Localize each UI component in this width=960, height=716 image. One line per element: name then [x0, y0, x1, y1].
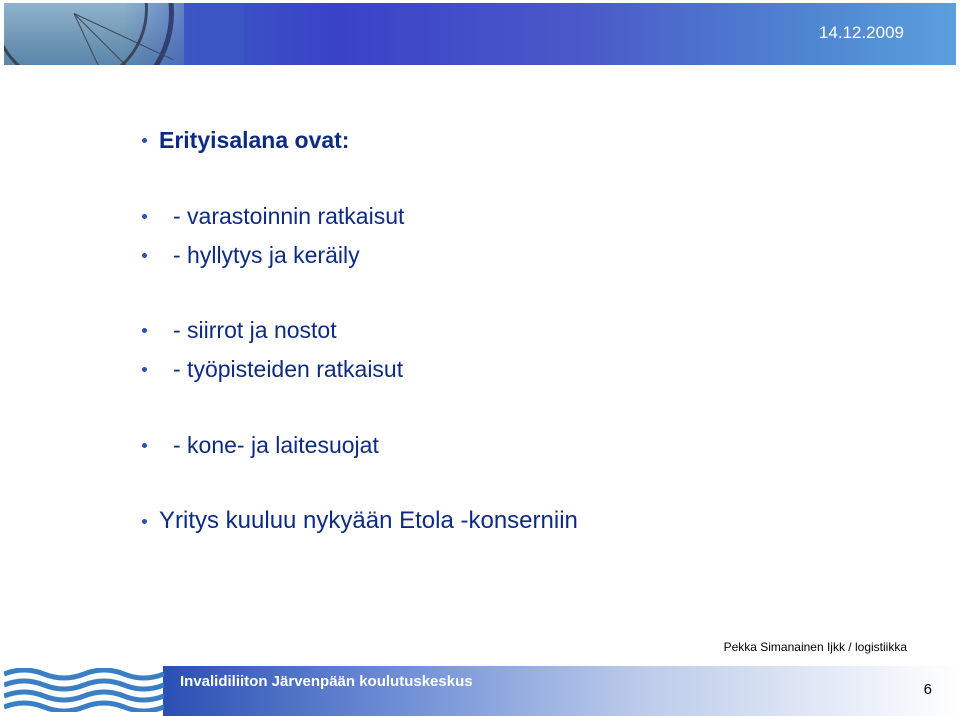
- bullet-icon: [142, 443, 147, 448]
- list-item: [142, 242, 360, 269]
- list-item: [142, 203, 404, 230]
- slide-title-row: [142, 127, 349, 154]
- list-item: [142, 317, 337, 344]
- closing-row: [142, 507, 578, 535]
- header-banner: [4, 3, 956, 65]
- footer-band: [0, 666, 960, 716]
- organization-name: Invalidiliiton Järvenpään koulutuskeskus: [180, 673, 473, 690]
- list-item-text: - siirrot ja nostot: [173, 317, 337, 343]
- slide-date: 14.12.2009: [818, 23, 904, 42]
- bullet-icon: [142, 328, 147, 333]
- bullet-icon: [142, 519, 147, 524]
- list-item-text: - hyllytys ja keräily: [173, 242, 360, 268]
- list-item-text: - työpisteiden ratkaisut: [173, 356, 404, 382]
- list-item: [142, 432, 379, 459]
- list-item: [142, 356, 403, 383]
- list-item-text: - varastoinnin ratkaisut: [173, 203, 405, 229]
- slide-title: Erityisalana ovat:: [159, 127, 350, 153]
- bullet-icon: [142, 367, 147, 372]
- bullet-icon: [142, 253, 147, 258]
- page-number: 6: [923, 681, 932, 698]
- author-label: Pekka Simanainen Ijkk / logistiikka: [723, 640, 907, 654]
- list-item-text: - kone- ja laitesuojat: [173, 432, 379, 458]
- closing-text: Yritys kuuluu nykyään Etola -konserniin: [159, 507, 578, 534]
- bullet-icon: [142, 214, 147, 219]
- logo-waves-icon: [4, 668, 164, 712]
- bullet-icon: [142, 138, 147, 143]
- header-fade: [124, 3, 244, 65]
